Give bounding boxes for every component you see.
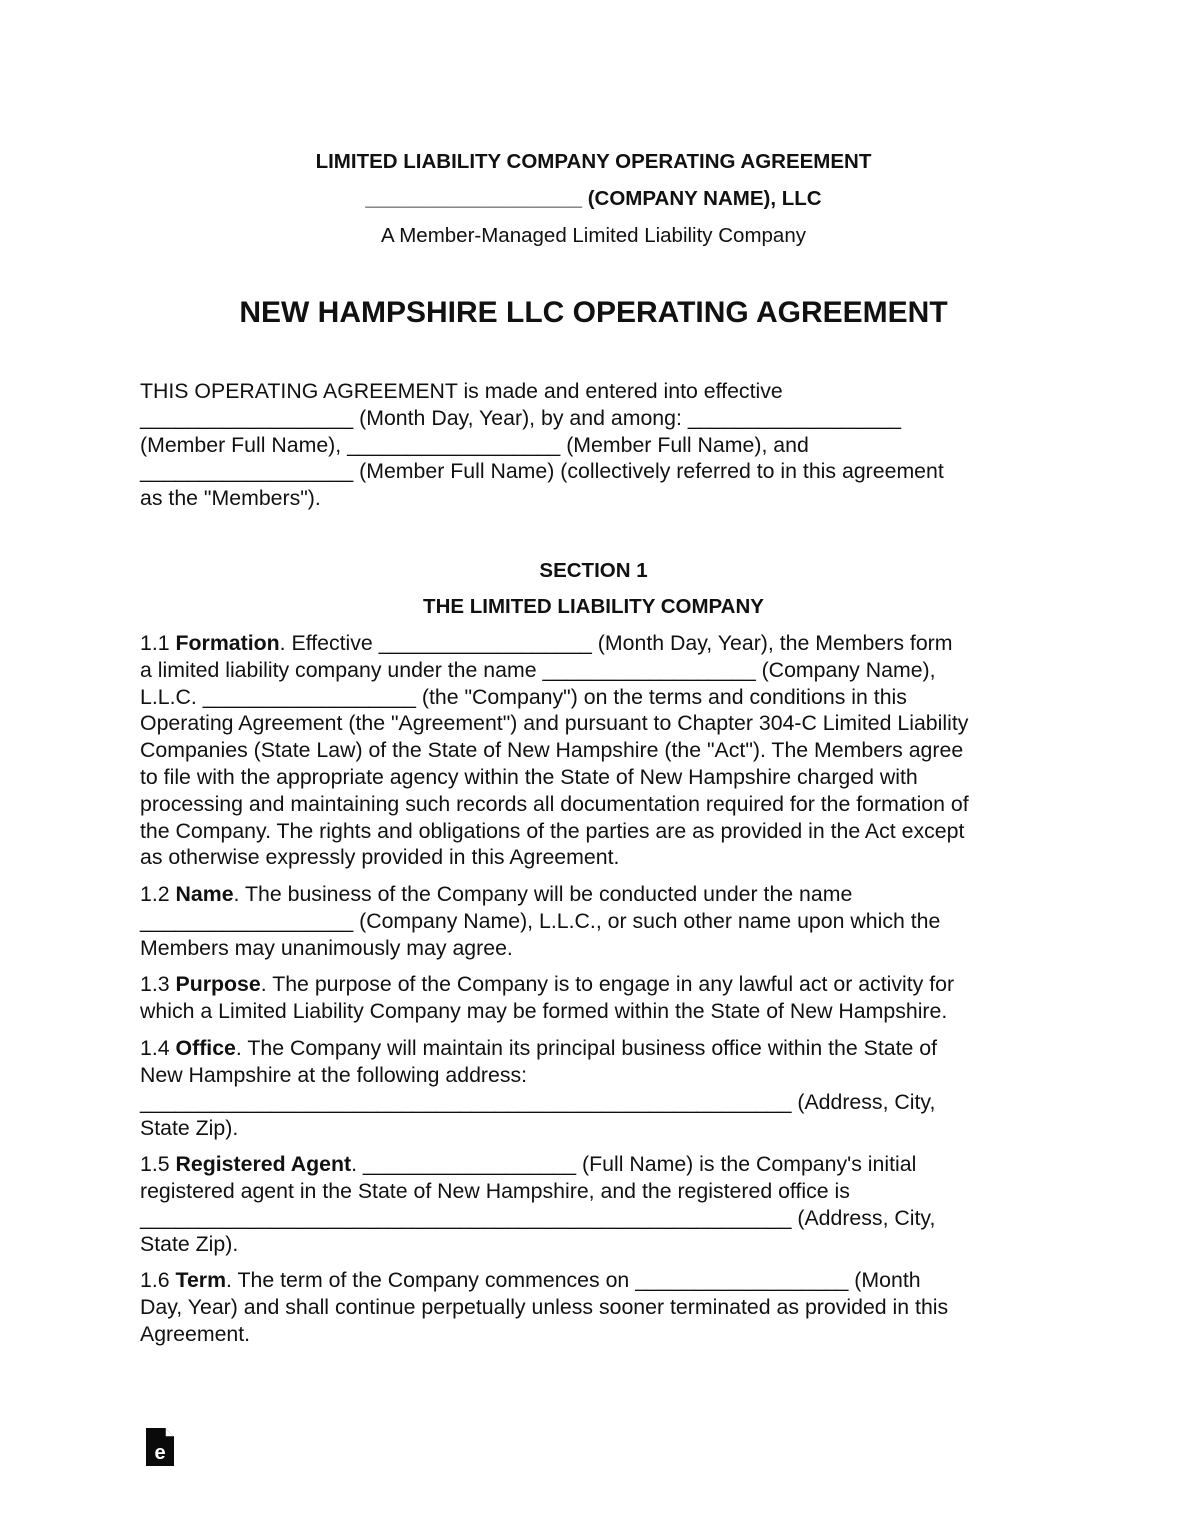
clause-heading: Term [175,1268,227,1292]
clause-line: to file with the appropriate agency within the State of New Hampshire charged with [140,764,918,789]
clause-line: which a Limited Liability Company may be formed within the State of New Hampshire. [140,998,948,1023]
clause-text: . The purpose of the Company is to engage in any lawful act or activity for [260,972,955,996]
clause-office [140,1035,1050,1142]
clause-line: processing and maintaining such records all documentation required for the formation of [140,791,969,816]
clause-text: . The business of the Company will be conducted under the name [233,882,853,906]
company-name-line [0,187,1187,211]
clause-line: State Zip). [140,1116,239,1141]
clause-line: _______________________________________________________ (Address, City, [140,1089,936,1114]
intro-line: __________________ (Member Full Name) (collectively referred to in this agreement [140,459,944,484]
clause-heading: Registered Agent [175,1152,352,1176]
clause-line: L.L.C. __________________ (the "Company") on the terms and conditions in this [140,684,907,709]
document-subtitle: A Member-Managed Limited Liability Company [380,224,806,247]
clause-line: _______________________________________________________ (Address, City, [140,1205,936,1230]
clause-line: Companies (State Law) of the State of New Hampshire (the "Act"). The Members agree [140,738,964,763]
clause-line: Agreement. [140,1321,251,1346]
clause-heading: Office [175,1036,236,1060]
clause-first-line [140,971,1050,998]
clause-line: New Hampshire at the following address: [140,1062,528,1087]
section-title: THE LIMITED LIABILITY COMPANY [423,595,764,618]
clause-text: . The Company will maintain its principal business office within the State of [235,1036,938,1060]
clause-text: . Effective __________________ (Month Day, Year), the Members form [279,631,953,655]
document-header-title: LIMITED LIABILITY COMPANY OPERATING AGREEMENT [315,150,872,173]
clause-line: Operating Agreement (the "Agreement") and pursuant to Chapter 304-C Limited Liability [140,711,969,736]
clause-number: 1.5 [140,1152,176,1176]
document-main-title: NEW HAMPSHIRE LLC OPERATING AGREEMENT [239,296,948,329]
clause-number: 1.3 [140,972,176,996]
clause-line: registered agent in the State of New Hampshire, and the registered office is [140,1178,850,1203]
clause-heading: Name [175,882,234,906]
clause-line: __________________ (Company Name), L.L.C., or such other name upon which the [140,908,941,933]
section-number: SECTION 1 [539,559,648,582]
intro-line: THIS OPERATING AGREEMENT is made and entered into effective [140,379,783,403]
clause-line: a limited liability company under the name __________________ (Company Name), [140,657,936,682]
clause-first-line [140,1151,1050,1178]
logo-letter: e [154,1442,166,1464]
clause-first-line [140,630,1050,657]
clause-number: 1.4 [140,1036,176,1060]
clause-number: 1.6 [140,1268,176,1292]
clause-text: . The term of the Company commences on __________________ (Month [226,1268,921,1292]
eforms-document-icon [146,1428,174,1466]
clause-line: the Company. The rights and obligations of the parties are as provided in the Act except [140,818,965,843]
clause-number: 1.2 [140,882,176,906]
clause-first-line [140,1035,1050,1062]
clause-line: Day, Year) and shall continue perpetually unless sooner terminated as provided in this [140,1294,949,1319]
clause-text: . __________________ (Full Name) is the Company's initial [351,1152,917,1176]
intro-paragraph [140,378,1050,512]
clause-registered-agent [140,1151,1050,1258]
clause-purpose [140,971,1050,1025]
clause-first-line [140,881,1050,908]
intro-line: __________________ (Month Day, Year), by and among: __________________ [140,405,902,430]
clause-heading: Purpose [175,972,261,996]
clause-heading: Formation [175,631,280,655]
company-name-blank: ___________________ [365,187,583,210]
clause-formation [140,630,1050,871]
clause-line: State Zip). [140,1232,239,1257]
clause-line: as otherwise expressly provided in this Agreement. [140,845,620,870]
intro-line: as the "Members"). [140,486,321,511]
clause-line: Members may unanimously may agree. [140,935,513,960]
company-name-label: (COMPANY NAME), LLC [582,187,822,210]
clause-term [140,1267,1050,1347]
clause-name [140,881,1050,961]
intro-line: (Member Full Name), __________________ (Member Full Name), and [140,432,809,457]
clause-first-line [140,1267,1050,1294]
clause-number: 1.1 [140,631,176,655]
